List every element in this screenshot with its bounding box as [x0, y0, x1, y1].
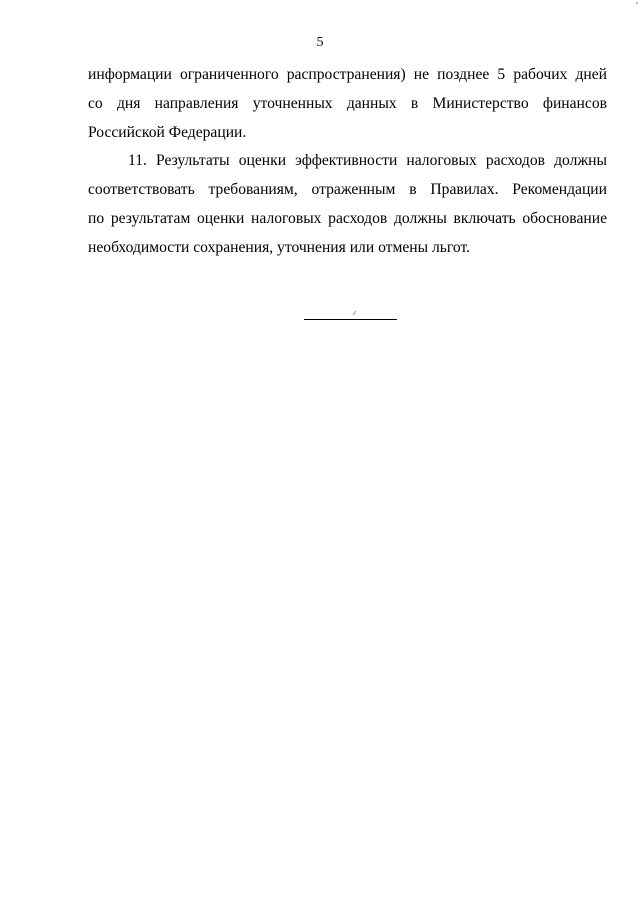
text-line: со дня направления уточненных данных в Министерство финансов — [88, 95, 607, 112]
text-line: по результатам оценки налоговых расходов должны включать обоснование — [88, 210, 607, 227]
paragraph-continued — [88, 60, 607, 147]
text-line: Российской Федерации. — [88, 124, 247, 141]
text-line: соответствовать требованиям, отраженным в Правилах. Рекомендации — [88, 181, 607, 198]
scan-mark — [353, 311, 358, 315]
text-line: 11. Результаты оценки эффективности налоговых расходов должны — [128, 152, 607, 169]
paragraph-11 — [88, 146, 607, 262]
page-number: 5 — [316, 35, 324, 50]
end-of-text-rule — [304, 319, 397, 320]
scan-artifact — [636, 2, 638, 4]
text-line: информации ограниченного распространения) не позднее 5 рабочих дней — [88, 66, 607, 83]
text-line: необходимости сохранения, уточнения или отмены льгот. — [88, 239, 471, 256]
